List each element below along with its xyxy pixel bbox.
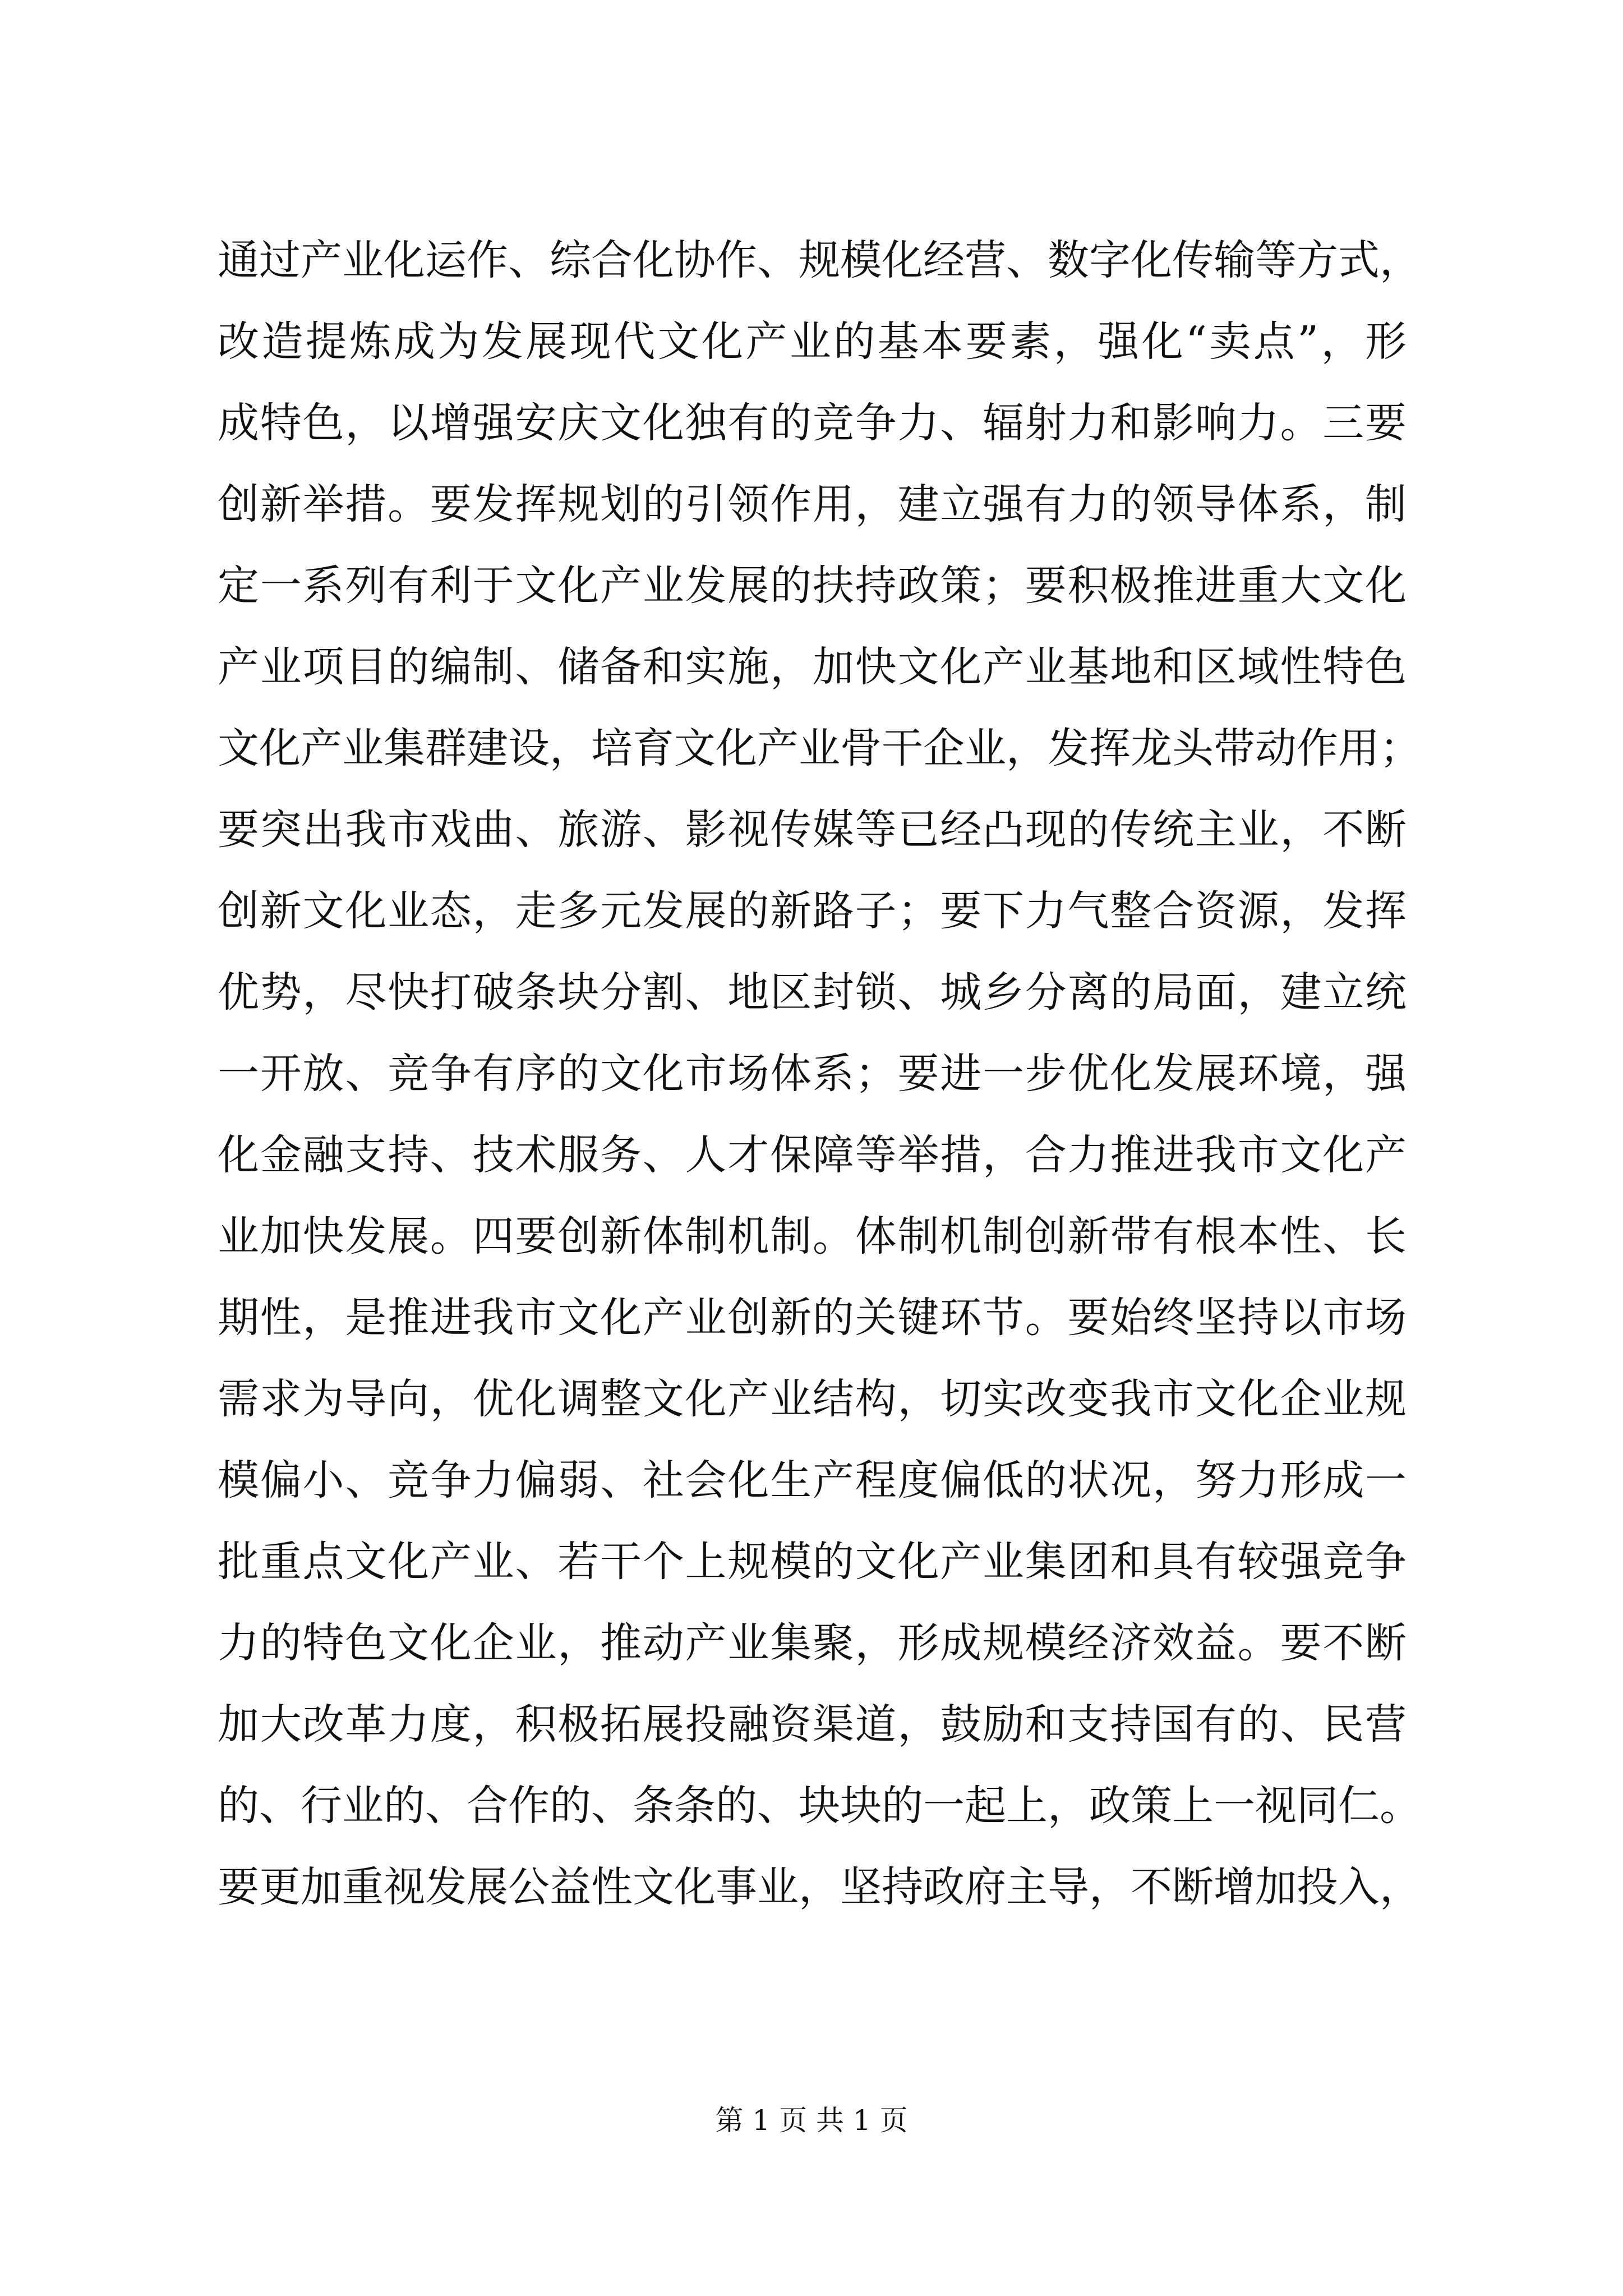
text-line-5: 定一系列有利于文化产业发展的扶持政策；要积极推进重大文化 [218, 562, 1407, 610]
text-line-15: 需求为导向，优化调整文化产业结构，切实改变我市文化企业规 [218, 1375, 1407, 1423]
text-line-17: 批重点文化产业、若干个上规模的文化产业集团和具有较强竞争 [218, 1538, 1407, 1586]
body-text [218, 220, 1421, 1928]
text-line-21: 要更加重视发展公益性文化事业，坚持政府主导，不断增加投入， [218, 1863, 1421, 1911]
text-line-14: 期性，是推进我市文化产业创新的关键环节。要始终坚持以市场 [218, 1294, 1407, 1342]
text-line-4: 创新举措。要发挥规划的引领作用，建立强有力的领导体系，制 [218, 480, 1407, 528]
text-line-18: 力的特色文化企业，推动产业集聚，形成规模经济效益。要不断 [218, 1619, 1407, 1667]
text-line-8: 要突出我市戏曲、旅游、影视传媒等已经凸现的传统主业，不断 [218, 806, 1407, 854]
text-line-12: 化金融支持、技术服务、人才保障等举措，合力推进我市文化产 [218, 1131, 1407, 1179]
text-line-20: 的、行业的、合作的、条条的、块块的一起上，政策上一视同仁。 [218, 1782, 1421, 1830]
text-line-9: 创新文化业态，走多元发展的新路子；要下力气整合资源，发挥 [218, 887, 1407, 935]
text-line-11: 一开放、竞争有序的文化市场体系；要进一步优化发展环境，强 [218, 1050, 1407, 1098]
page-number-label: 第 1 页 共 1 页 [715, 2104, 908, 2137]
text-line-1: 通过产业化运作、综合化协作、规模化经营、数字化传输等方式， [218, 236, 1421, 284]
text-line-13: 业加快发展。四要创新体制机制。体制机制创新带有根本性、长 [218, 1212, 1407, 1260]
text-line-2: 改造提炼成为发展现代文化产业的基本要素，强化“卖点”，形 [218, 318, 1407, 366]
text-line-3: 成特色，以增强安庆文化独有的竞争力、辐射力和影响力。三要 [218, 399, 1407, 447]
text-line-7: 文化产业集群建设，培育文化产业骨干企业，发挥龙头带动作用； [218, 724, 1421, 772]
text-line-10: 优势，尽快打破条块分割、地区封锁、城乡分离的局面，建立统 [218, 968, 1407, 1016]
text-line-16: 模偏小、竞争力偏弱、社会化生产程度偏低的状况，努力形成一 [218, 1456, 1407, 1504]
page-footer [0, 2101, 1623, 2140]
text-line-19: 加大改革力度，积极拓展投融资渠道，鼓励和支持国有的、民营 [218, 1700, 1407, 1749]
text-line-6: 产业项目的编制、储备和实施，加快文化产业基地和区域性特色 [218, 643, 1407, 691]
